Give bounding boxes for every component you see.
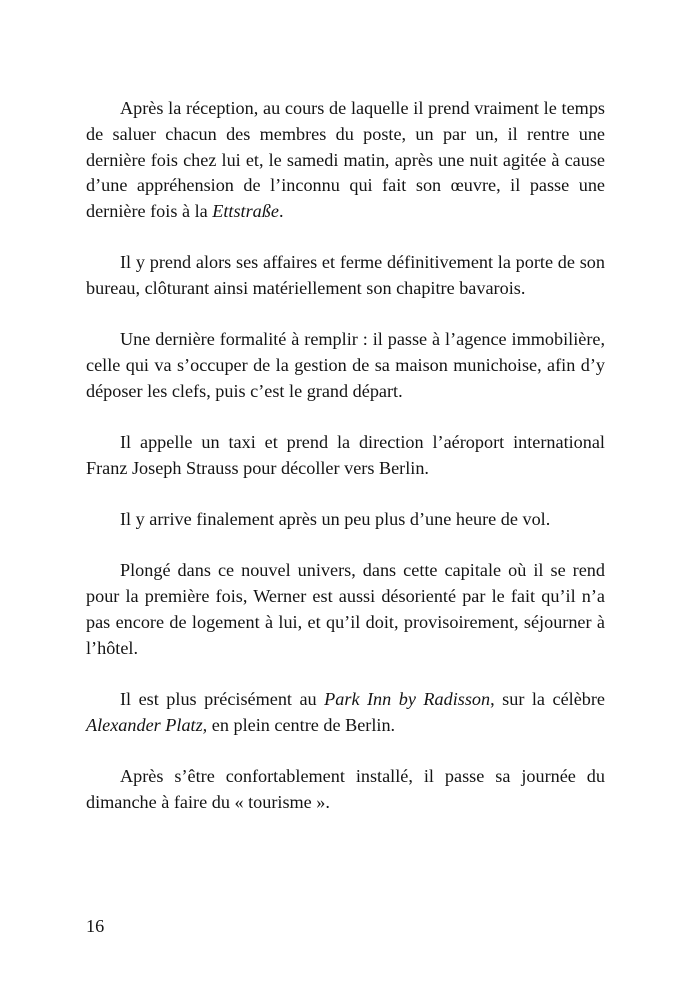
page-number: 16 <box>86 916 105 936</box>
paragraph-2 <box>86 250 605 302</box>
paragraph-8-text: Après s’être confortablement installé, il passe sa journée du dimanche à faire du « tourisme ». <box>86 765 605 812</box>
paragraph-5 <box>86 507 605 533</box>
paragraph-1-text: Après la réception, au cours de laquelle il prend vraiment le temps de saluer chacun des membres du poste, un par un, il rentre une dernière fois chez lui et, le samedi matin, après une nuit agitée à cause d’une appréhension de l’inconnu qui fait son œuvre, il passe une dernière fois à la <box>86 98 605 222</box>
body-text <box>86 96 605 815</box>
paragraph-1-street-name: Ettstraße <box>212 201 279 222</box>
paragraph-8 <box>86 764 605 816</box>
paragraph-4-text: Il appelle un taxi et prend la direction l’aéroport international Franz Joseph Strauss pour décoller vers Berlin. <box>86 432 605 478</box>
paragraph-7-hotel-name: Park Inn by Radisson <box>324 688 491 709</box>
paragraph-1 <box>86 96 605 225</box>
paragraph-3 <box>86 327 605 404</box>
paragraph-6-text: Plongé dans ce nouvel univers, dans cette capitale où il se rend pour la première fois, Werner est aussi désorienté par le fait qu’il n’a pas encore de logement à lui, et qu’il doit, provisoirement, séjourner à l’hôtel. <box>86 560 605 658</box>
paragraph-7-place-name: Alexander Platz, <box>86 714 208 735</box>
paragraph-4 <box>86 430 605 482</box>
paragraph-7-text-c: en plein centre de Berlin. <box>207 714 396 735</box>
paragraph-5-text: Il y arrive finalement après un peu plus d’une heure de vol. <box>120 509 551 530</box>
paragraph-3-text: Une dernière formalité à remplir : il passe à l’agence immobilière, celle qui va s’occuper de la gestion de sa maison munichoise, afin d’y déposer les clefs, puis c’est le grand départ. <box>86 329 605 401</box>
paragraph-7-text-a: Il est plus précisément au <box>120 688 325 709</box>
paragraph-7 <box>86 687 605 739</box>
paragraph-7-text-b: , sur la célèbre <box>490 688 605 709</box>
paragraph-2-text: Il y prend alors ses affaires et ferme définitivement la porte de son bureau, clôturant ainsi matériellement son chapitre bavarois. <box>86 252 605 299</box>
paragraph-1-end: . <box>278 201 284 222</box>
paragraph-6 <box>86 558 605 661</box>
